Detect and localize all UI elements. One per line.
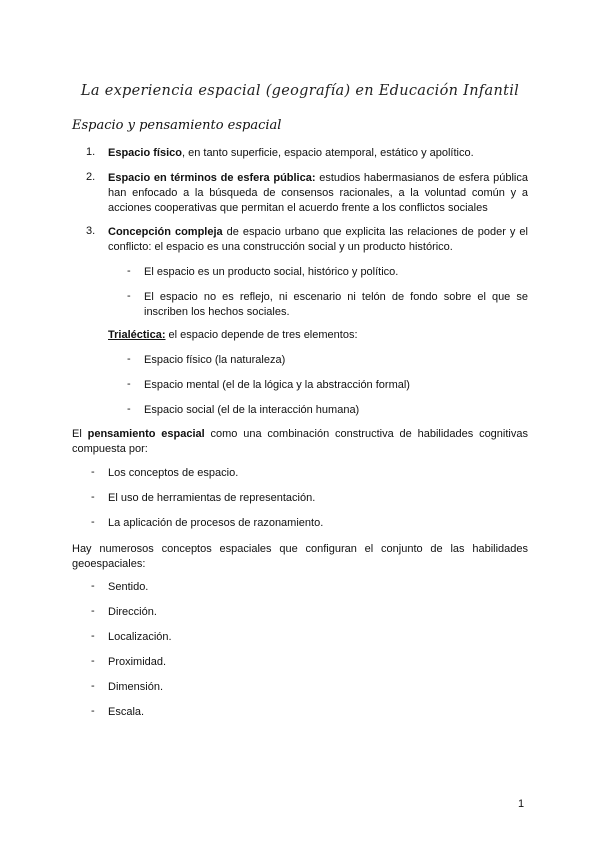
sub-bullet-item: El espacio es un producto social, histórico y político. [144, 266, 399, 278]
list-number: 2. [86, 171, 96, 183]
bullet-item: Los conceptos de espacio. [108, 467, 239, 479]
pensamiento-bold: pensamiento espacial [87, 428, 205, 440]
trialectica-label: Trialéctica: [108, 329, 166, 341]
bullet-dash: - [91, 491, 95, 503]
trialectica-line [108, 328, 528, 343]
bullet-item: Escala. [108, 706, 145, 718]
bullet-dash: - [91, 705, 95, 717]
bullet-dash: - [91, 516, 95, 528]
sub-bullet-item: El espacio no es reflejo, ni escenario ni telón de fondo sobre el que se inscriben los hechos sociales. [144, 291, 528, 318]
numbered-item-3 [108, 225, 528, 255]
bullet-dash: - [91, 630, 95, 642]
sub-bullet-item: Espacio mental (el de la lógica y la abstracción formal) [144, 379, 410, 391]
bullet-item: Dimensión. [108, 681, 164, 693]
sub-bullet-item: Espacio social (el de la interacción humana) [144, 404, 360, 416]
document-title: La experiencia espacial (geografía) en Educación Infantil [80, 83, 520, 99]
bullet-dash: - [91, 580, 95, 592]
numbered-item-text: de espacio urbano que explicita las relaciones de poder y el conflicto: el espacio es una construcción social y un producto histórico. [108, 226, 528, 253]
numbered-item-bold: Espacio físico [108, 147, 182, 159]
pensamiento-post: como una combinación constructiva de habilidades cognitivas compuesta por: [72, 428, 528, 455]
pensamiento-paragraph [72, 427, 528, 457]
page-number: 1 [518, 798, 525, 810]
list-number: 3. [86, 225, 96, 237]
bullet-dash: - [91, 680, 95, 692]
bullet-item: Proximidad. [108, 656, 167, 668]
pensamiento-pre: El [72, 428, 88, 440]
section-heading: Espacio y pensamiento espacial [72, 118, 282, 133]
list-number: 1. [86, 146, 96, 158]
bullet-dash: - [127, 290, 131, 302]
bullet-item: Sentido. [108, 581, 149, 593]
sub-bullet-item: Espacio físico (la naturaleza) [144, 354, 286, 366]
bullet-item: Dirección. [108, 606, 157, 618]
bullet-dash: - [127, 403, 131, 415]
numbered-item-bold: Concepción compleja [108, 226, 223, 238]
bullet-dash: - [127, 265, 131, 277]
bullet-dash: - [91, 655, 95, 667]
bullet-dash: - [91, 605, 95, 617]
bullet-dash: - [127, 378, 131, 390]
habilidades-paragraph: Hay numerosos conceptos espaciales que configuran el conjunto de las habilidades geoespaciales: [72, 543, 528, 570]
bullet-item: Localización. [108, 631, 172, 643]
numbered-item-bold: Espacio en términos de esfera pública: [108, 172, 316, 184]
numbered-item-text: , en tanto superficie, espacio atemporal, estático y apolítico. [181, 147, 474, 159]
bullet-dash: - [91, 466, 95, 478]
numbered-item-text: estudios habermasianos de esfera pública han enfocado a la búsqueda de consensos racionales, a la voluntad común y a acciones cooperativas que permitan el acuerdo frente a los conflictos sociales [108, 172, 528, 214]
trialectica-text: el espacio depende de tres elementos: [165, 329, 358, 341]
numbered-item-2 [108, 171, 528, 216]
bullet-dash: - [127, 353, 131, 365]
bullet-item: La aplicación de procesos de razonamiento. [108, 517, 324, 529]
bullet-item: El uso de herramientas de representación. [108, 492, 316, 504]
numbered-item-1 [108, 146, 528, 161]
